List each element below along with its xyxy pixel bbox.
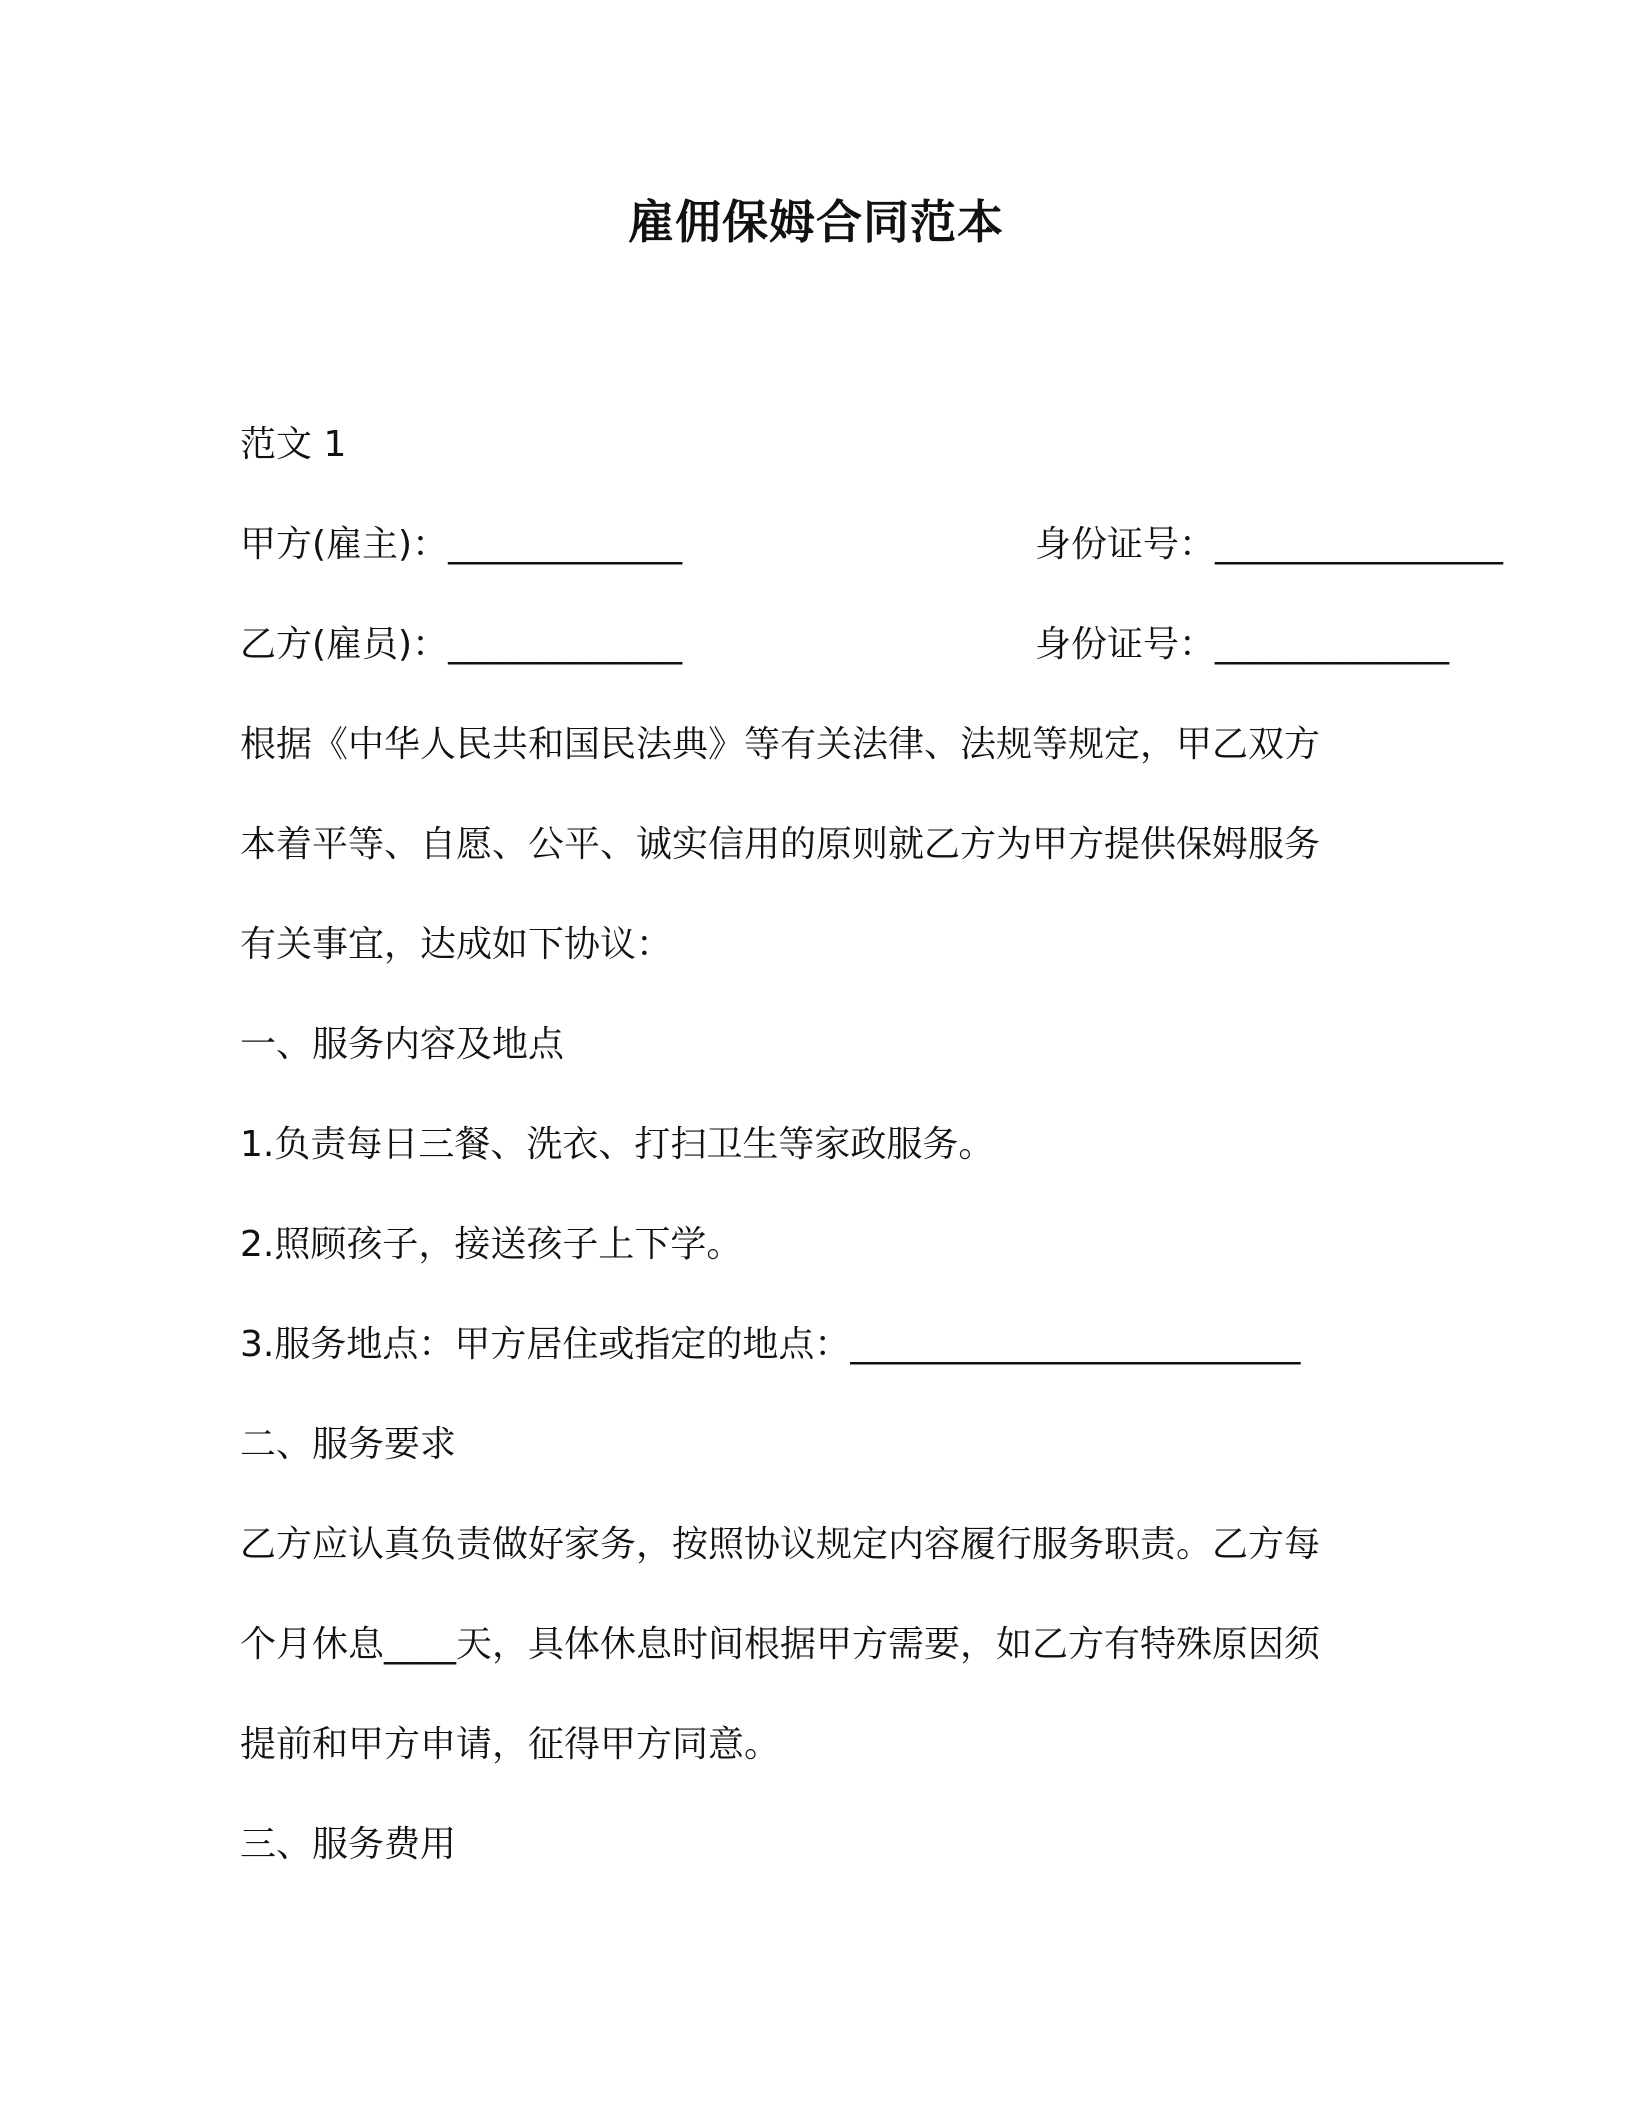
sample-label: 范文 1	[240, 424, 347, 465]
intro-line: 根据《中华人民共和国民法典》等有关法律、法规等规定，甲乙双方	[240, 724, 1321, 765]
document-title: 雇佣保姆合同范本	[628, 195, 1004, 249]
section-heading: 一、服务内容及地点	[240, 1024, 565, 1065]
party-b-label: 乙方(雇员)：_____________	[240, 624, 683, 665]
party-a-id-field: 身份证号：________________	[1035, 524, 1504, 565]
list-item: 2.照顾孩子，接送孩子上下学。	[240, 1224, 743, 1265]
party-a-label: 甲方(雇主)：_____________	[240, 524, 683, 565]
party-b-id-field: 身份证号：_____________	[1035, 624, 1450, 665]
intro-line: 有关事宜，达成如下协议：	[240, 924, 673, 965]
party-a-row	[240, 520, 1504, 570]
party-b-row	[240, 620, 1450, 670]
section-heading: 二、服务要求	[240, 1424, 457, 1465]
list-item: 3.服务地点：甲方居住或指定的地点：_________________________	[240, 1324, 1301, 1365]
intro-line: 本着平等、自愿、公平、诚实信用的原则就乙方为甲方提供保姆服务	[240, 824, 1321, 865]
paragraph-line: 提前和甲方申请，征得甲方同意。	[240, 1724, 781, 1765]
paragraph-line: 乙方应认真负责做好家务，按照协议规定内容履行服务职责。乙方每	[240, 1524, 1321, 1565]
list-item: 1.负责每日三餐、洗衣、打扫卫生等家政服务。	[240, 1124, 995, 1165]
section-heading: 三、服务费用	[240, 1824, 457, 1865]
paragraph-line: 个月休息____天，具体休息时间根据甲方需要，如乙方有特殊原因须	[240, 1624, 1321, 1665]
